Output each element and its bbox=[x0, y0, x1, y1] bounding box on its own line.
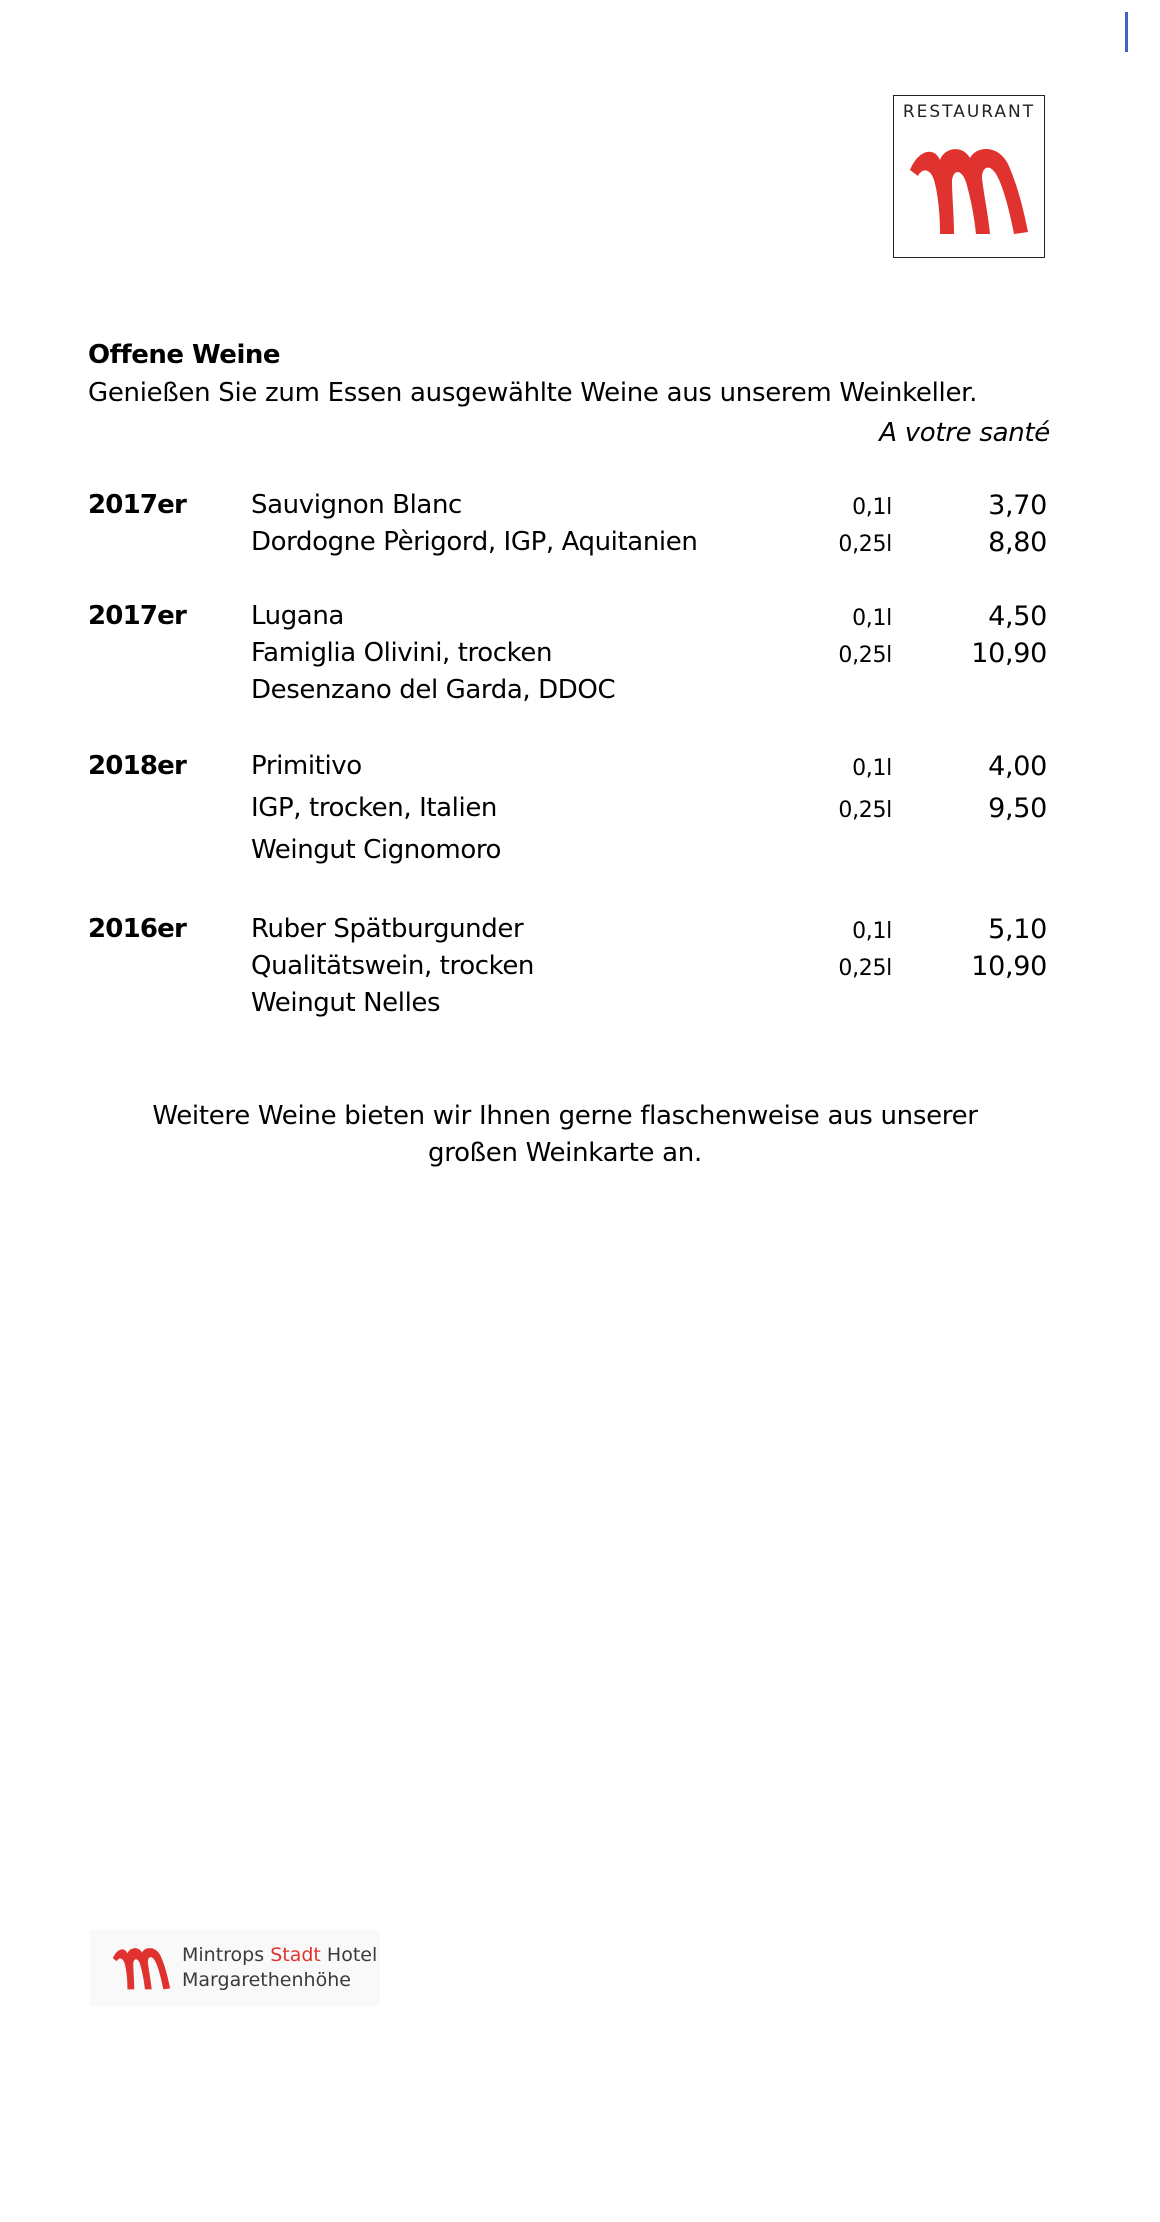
hotel-logo-name-accent: Stadt bbox=[270, 1944, 321, 1966]
wine-year: 2017er bbox=[88, 601, 187, 631]
wine-price: 9,50 bbox=[988, 793, 1047, 824]
wine-volume: 0,25l bbox=[838, 643, 892, 668]
m-logo-icon bbox=[110, 1943, 174, 1993]
toast-text: A votre santé bbox=[879, 418, 1050, 448]
wine-volume: 0,1l bbox=[852, 495, 892, 520]
wine-price: 10,90 bbox=[971, 951, 1047, 982]
wine-price: 4,50 bbox=[988, 601, 1047, 632]
wine-price: 5,10 bbox=[988, 914, 1047, 945]
wine-volume: 0,1l bbox=[852, 756, 892, 781]
wine-year: 2016er bbox=[88, 914, 187, 944]
intro-text: Genießen Sie zum Essen ausgewählte Weine aus unserem Weinkeller. bbox=[88, 378, 978, 408]
wine-name: Primitivo bbox=[251, 751, 362, 781]
wine-volume: 0,25l bbox=[838, 532, 892, 557]
wine-year: 2017er bbox=[88, 490, 187, 520]
wine-name: Lugana bbox=[251, 601, 344, 631]
hotel-logo bbox=[90, 1930, 380, 2006]
wine-volume: 0,25l bbox=[838, 798, 892, 823]
hotel-logo-location: Margarethenhöhe bbox=[182, 1969, 351, 1991]
wine-detail: Famiglia Olivini, trocken bbox=[251, 638, 553, 668]
wine-detail: Qualitätswein, trocken bbox=[251, 951, 535, 981]
wine-detail: Dordogne Pèrigord, IGP, Aquitanien bbox=[251, 527, 698, 557]
restaurant-logo bbox=[893, 95, 1045, 258]
wine-detail: Desenzano del Garda, DDOC bbox=[251, 675, 616, 705]
wine-price: 8,80 bbox=[988, 527, 1047, 558]
page-title: Offene Weine bbox=[88, 340, 280, 370]
wine-detail: Weingut Cignomoro bbox=[251, 835, 502, 865]
wine-year: 2018er bbox=[88, 751, 187, 781]
wine-volume: 0,25l bbox=[838, 956, 892, 981]
wine-price: 3,70 bbox=[988, 490, 1047, 521]
wine-name: Sauvignon Blanc bbox=[251, 490, 462, 520]
wine-volume: 0,1l bbox=[852, 919, 892, 944]
hotel-logo-name-part: Hotel bbox=[326, 1944, 378, 1966]
footer-note-line: Weitere Weine bieten wir Ihnen gerne flaschenweise aus unserer bbox=[152, 1101, 978, 1131]
hotel-logo-name-part: Mintrops bbox=[182, 1944, 265, 1966]
restaurant-logo-label: RESTAURANT bbox=[902, 102, 1036, 122]
m-logo-icon bbox=[904, 140, 1036, 240]
footer-note-line: großen Weinkarte an. bbox=[428, 1138, 702, 1168]
wine-detail: IGP, trocken, Italien bbox=[251, 793, 497, 823]
wine-name: Ruber Spätburgunder bbox=[251, 914, 524, 944]
wine-volume: 0,1l bbox=[852, 606, 892, 631]
wine-price: 10,90 bbox=[971, 638, 1047, 669]
text-cursor-mark bbox=[1125, 12, 1128, 52]
wine-detail: Weingut Nelles bbox=[251, 988, 441, 1018]
wine-price: 4,00 bbox=[988, 751, 1047, 782]
footer-note bbox=[150, 1098, 980, 1172]
hotel-logo-name bbox=[182, 1944, 377, 1966]
